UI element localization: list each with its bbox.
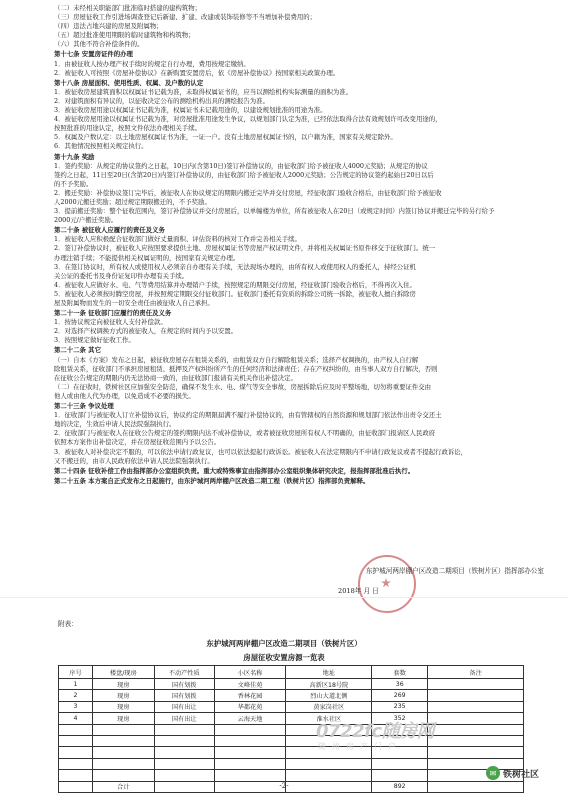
table-cell: 云海天地 [214,713,286,724]
table-cell [154,758,214,769]
table-row [59,724,524,735]
table-row [59,770,524,781]
article-heading: 第二十四条 征收补偿工作由指挥部办公室组织负责。重大或特殊事宜由指挥部办公室组织集体研究决定，报指挥部批准后执行。 [54,466,415,475]
col-header: 序号 [59,666,93,679]
text-line: 2．对选择产权调换方式的被征收人，在规定的时间内予以安置。 [54,327,238,336]
text-line: 2000元/户搬迁奖励。 [54,216,118,225]
article-heading: 第二十一条 征收部门应履行的责任及义务 [54,309,172,318]
table-cell [214,758,286,769]
text-line: 人2000元搬迁奖励；超过规定期限搬迁的，不予奖励。 [54,197,211,206]
table-cell [372,770,428,781]
table-cell [92,758,154,769]
text-line: 地的决定，生效后申请人民法院强制执行。 [54,420,176,429]
text-line: 办理注销手续；不能提供相关权属证明的，按国家有关规定办理。 [54,253,240,262]
table-cell [428,701,524,712]
table-row [59,758,524,769]
housing-table [58,665,524,793]
table-cell: 华都花苑 [214,701,286,712]
table-cell: 2 [59,690,93,701]
official-seal-icon [358,555,416,613]
text-line: 4．被征收房屋用途以权属证书记载为准，对房屋批准用途发生争议，以规划部门认定为准，已经依法取得合法有效规划许可改变用途的， [54,115,442,124]
text-line: （一）自本《方案》发布之日起，被征收房屋存在租赁关系的，由租赁双方自行解除租赁关系；选择产权调换的，由产权人自行解 [54,355,419,364]
text-line: 屋及附属物而发生的一切安全责任由被征收人自己承担。 [54,299,214,307]
table-cell [59,747,93,758]
article-heading: 第十七条 安置房证件的办理 [54,50,133,59]
issue-date: 2018年 月 日 [338,587,379,595]
table-cell: 3 [59,701,93,712]
table-cell: 现房 [92,713,154,724]
text-line: 3．按照规定做好征收工作。 [54,336,135,345]
table-cell [428,724,524,735]
table-cell: 烈山大道北侧 [286,690,372,701]
text-line: （三）房屋征收工作引进场调查登记后新建、扩建、改建或装饰装修等不当增加补偿费用的； [54,13,317,22]
table-cell [428,713,524,724]
col-header: 套数 [372,666,428,679]
table-cell [154,770,214,781]
table-cell [59,758,93,769]
table-cell [214,747,286,758]
text-line: 又不搬迁的，由市人民政府依法申请人民法院强制执行。 [54,456,214,465]
table-cell: 269 [372,690,428,701]
table-header-row [59,666,524,679]
text-line: （四）违法占地兴建的房屋及附属物； [54,22,163,31]
article-heading: 第十八条 房屋面积、使用性质、权属、及户数的认定 [54,78,204,87]
total-value: 892 [372,781,428,792]
text-line: 按照批准的用途认定，按照文件依法办理相关手续。 [54,124,201,133]
regulation-text [54,4,524,486]
table-cell [92,747,154,758]
table-cell [214,735,286,746]
chat-bubble-icon: ✉ [486,766,500,780]
table-row [59,735,524,746]
table-cell [286,758,372,769]
article-heading: 第二十三条 争议处理 [54,402,114,411]
text-line: 在征收公告规定的期限内仍无法协商一致的，由征收部门报请有关机关作出补偿决定。 [54,373,297,382]
page-divider [0,597,568,598]
text-line: 3．被征收人对补偿决定不服的，可以依法申请行政复议，也可以依法提起行政诉讼。被征收人在法定期限内不申请行政复议或者不提起行政诉讼， [54,447,468,456]
article-heading: 第十九条 奖励 [54,152,95,161]
signature-block [300,565,550,615]
text-line: 5．被征收人必须按时腾空房屋，并按照规定期限交付征收部门。征收部门委托有资质的拆除公司统一拆除，被征收人擅自拆除房 [54,289,416,298]
community-logo[interactable] [486,766,539,780]
table-cell: 现房 [92,690,154,701]
table-cell [214,724,286,735]
article-heading: 第二十二条 其它 [54,346,101,355]
table-cell: 黄家岗社区 [286,701,372,712]
table-cell: 国有划拨 [154,679,214,690]
article-heading: 第二十五条 本方案自正式发布之日起施行，由东护城河两岸棚户区改造二期工程（铁树片区）指挥部负责解释。 [54,476,370,485]
table-cell: 文峰佳苑 [214,679,286,690]
text-line: 1．由被征收人按办理产权手续时的规定自行办理，费用按规定缴纳。 [54,59,250,68]
table-cell [428,690,524,701]
text-line: 2．征收部门与被征收人在征收公告规定的签约期限内达不成补偿协议，或者被征收房屋所有权人不明确的，由征收部门报请区人民政府 [54,429,436,438]
page-number: -2- [279,782,289,790]
text-line: （五）超过批准使用期限的临时建筑物和构筑物； [54,31,195,40]
text-line: 5．权属及户数认定：以土地房屋权属证书为准，一证一户。没有土地房屋权属证书的，以户籍为准，国家有关规定除外。 [54,133,397,142]
table-cell [428,679,524,690]
table-cell [59,724,93,735]
table-cell: 1 [59,679,93,690]
community-name: 铁树社区 [503,769,540,780]
col-header: 不动产性质 [154,666,214,679]
text-line: 1．签约奖励：从规定的协议签约之日起，10日内(含第10日)签订补偿协议的，由征收部门给予被征收人4000元奖励；从规定的协议 [54,161,428,170]
table-cell: 235 [372,701,428,712]
text-line: 的不予奖励。 [54,179,93,188]
text-line: 2．对建筑面积有异议的，以征收决定公布的测绘机构出具的测绘报告为准。 [54,96,269,105]
col-header: 小区名称 [214,666,286,679]
table-row [59,690,524,701]
table-cell [428,735,524,746]
text-line: 4．被征收人应做好水、电、气等费用结算并办理销户手续，按照规定的期限交付房屋，经征收部门验收合格后，不得再次入住。 [54,280,416,289]
table-row [59,747,524,758]
col-header: 楼盘/现房 [92,666,154,679]
table-row [59,701,524,712]
table-cell [286,770,372,781]
text-line: 3．被征收房屋用途以权属证书记载为准，权属证书未记载用途的，以建设规划批准的用途为准。 [54,106,327,115]
col-header: 地址 [286,666,372,679]
table-title: 东护城河两岸棚户区改造二期项目（铁树片区） [206,639,362,648]
table-cell: 国有出让 [154,713,214,724]
total-label: 合计 [92,781,154,792]
table-cell [154,735,214,746]
text-line: 他人或由他人代为办理，以免造成不必要的损失。 [54,391,195,400]
table-cell: 352 [372,713,428,724]
table-cell: 香林花园 [214,690,286,701]
text-line: 依照本方案作出补偿决定，并在房屋征收范围内予以公告。 [54,438,221,447]
text-line: 关公证的委托书及身份证复印件办理有关手续。 [54,271,189,280]
text-line: 1．被征收人应积极配合征收部门做好丈量面积、评估资料的核对工作并完善相关手续。 [54,235,301,244]
table-subtitle: 房屋征收安置房源一览表 [243,653,325,662]
table-cell [92,770,154,781]
table-cell [154,724,214,735]
table-cell [59,770,93,781]
table-cell: 36 [372,679,428,690]
table-cell: 国有出让 [154,701,214,712]
text-line: 2．搬迁奖励：补偿协议签订完毕后，被征收人在协议规定的期限内搬迁完毕并交付房屋，经征收部门验收合格后，由征收部门给予被征收 [54,188,442,197]
attachment-label: 附表： [58,620,78,628]
text-line: 2．被征收人可按照《房屋补偿协议》在新购置安置房后，依《房屋补偿协议》按国家相关政策办理。 [54,68,340,77]
text-line: （六）其他不符合补偿条件的。 [54,40,144,49]
site-watermark-sub: 随州房产门户 [318,742,402,751]
text-line: 6．其他情况按照相关规定执行。 [54,142,148,151]
site-watermark: 0722fc随房网 [316,721,435,742]
text-line: 签约之日起，11日至20日(含第20日)内签订补偿协议的，由征收部门给予被征收人2000元奖励；公告规定的协议签约起始日20日以后 [54,170,434,179]
table-cell: 国有划拨 [154,690,214,701]
text-line: 3．在签订协议时，所有权人或使用权人必须亲自办理有关手续，无法现场办理的，由所有权人或使用权人的委托人，持经公证机 [54,262,416,271]
table-cell [92,724,154,735]
col-header: 备注 [428,666,524,679]
text-line: （二）未经相关职能部门批准临时搭建的建构筑物； [54,4,201,12]
text-line: 3．提前搬迁奖励：整个征收范围内，签订补偿协议并交付房屋后，以单幢楼为单位，所有被征收人在20日（或规定时间）内签订协议并搬迁完毕的另行给予 [54,207,495,216]
text-line: （二）在征收时，铁树社区应加强安全防范，确保不发生水、电、煤气等安全事故，房屋拆除后应及时平整场地，切勿将重要证件交由 [54,382,432,391]
table-cell [154,747,214,758]
table-cell: 现房 [92,679,154,690]
table-cell [214,770,286,781]
table-cell: 现房 [92,701,154,712]
table-cell [92,735,154,746]
table-row [59,713,524,724]
text-line: 1．征收部门与被征收人订立补偿协议后，协议约定的期限届满不履行补偿协议的，由有管辖权的自然资源和规划部门依法作出责令交还土 [54,411,442,420]
table-row [59,679,524,690]
text-line: 1．按协议规定向被征收人支付补偿款。 [54,318,167,327]
table-cell [428,747,524,758]
table-cell: 高新区18号院 [286,679,372,690]
table-cell: 淮水社区 [286,713,372,724]
text-line: 2．签订补偿协议时，被征收人应按照要求提供土地、房屋权属证书等房屋产权证明文件，并将相关权属证书原件移交于征收部门。统一 [54,244,436,253]
issuer-name: 东护城河两岸棚户区改造二期项目（铁树片区）指挥部办公室 [365,567,544,575]
text-line: 除租赁关系，征收部门不承担房屋租赁、抵押及产权纠纷所产生的任何经济和法律责任；存在产权纠纷的，由当事人双方自行解决，否则 [54,364,438,373]
table-cell [372,758,428,769]
table-cell [59,735,93,746]
table-cell: 4 [59,713,93,724]
article-heading: 第二十条 被征收人应履行的责任及义务 [54,226,165,235]
text-line: 1．被征收房屋建筑面积以权属证书记载为准，未取得权属证书的，应当以测绘机构实际测量的面积为准。 [54,87,353,96]
